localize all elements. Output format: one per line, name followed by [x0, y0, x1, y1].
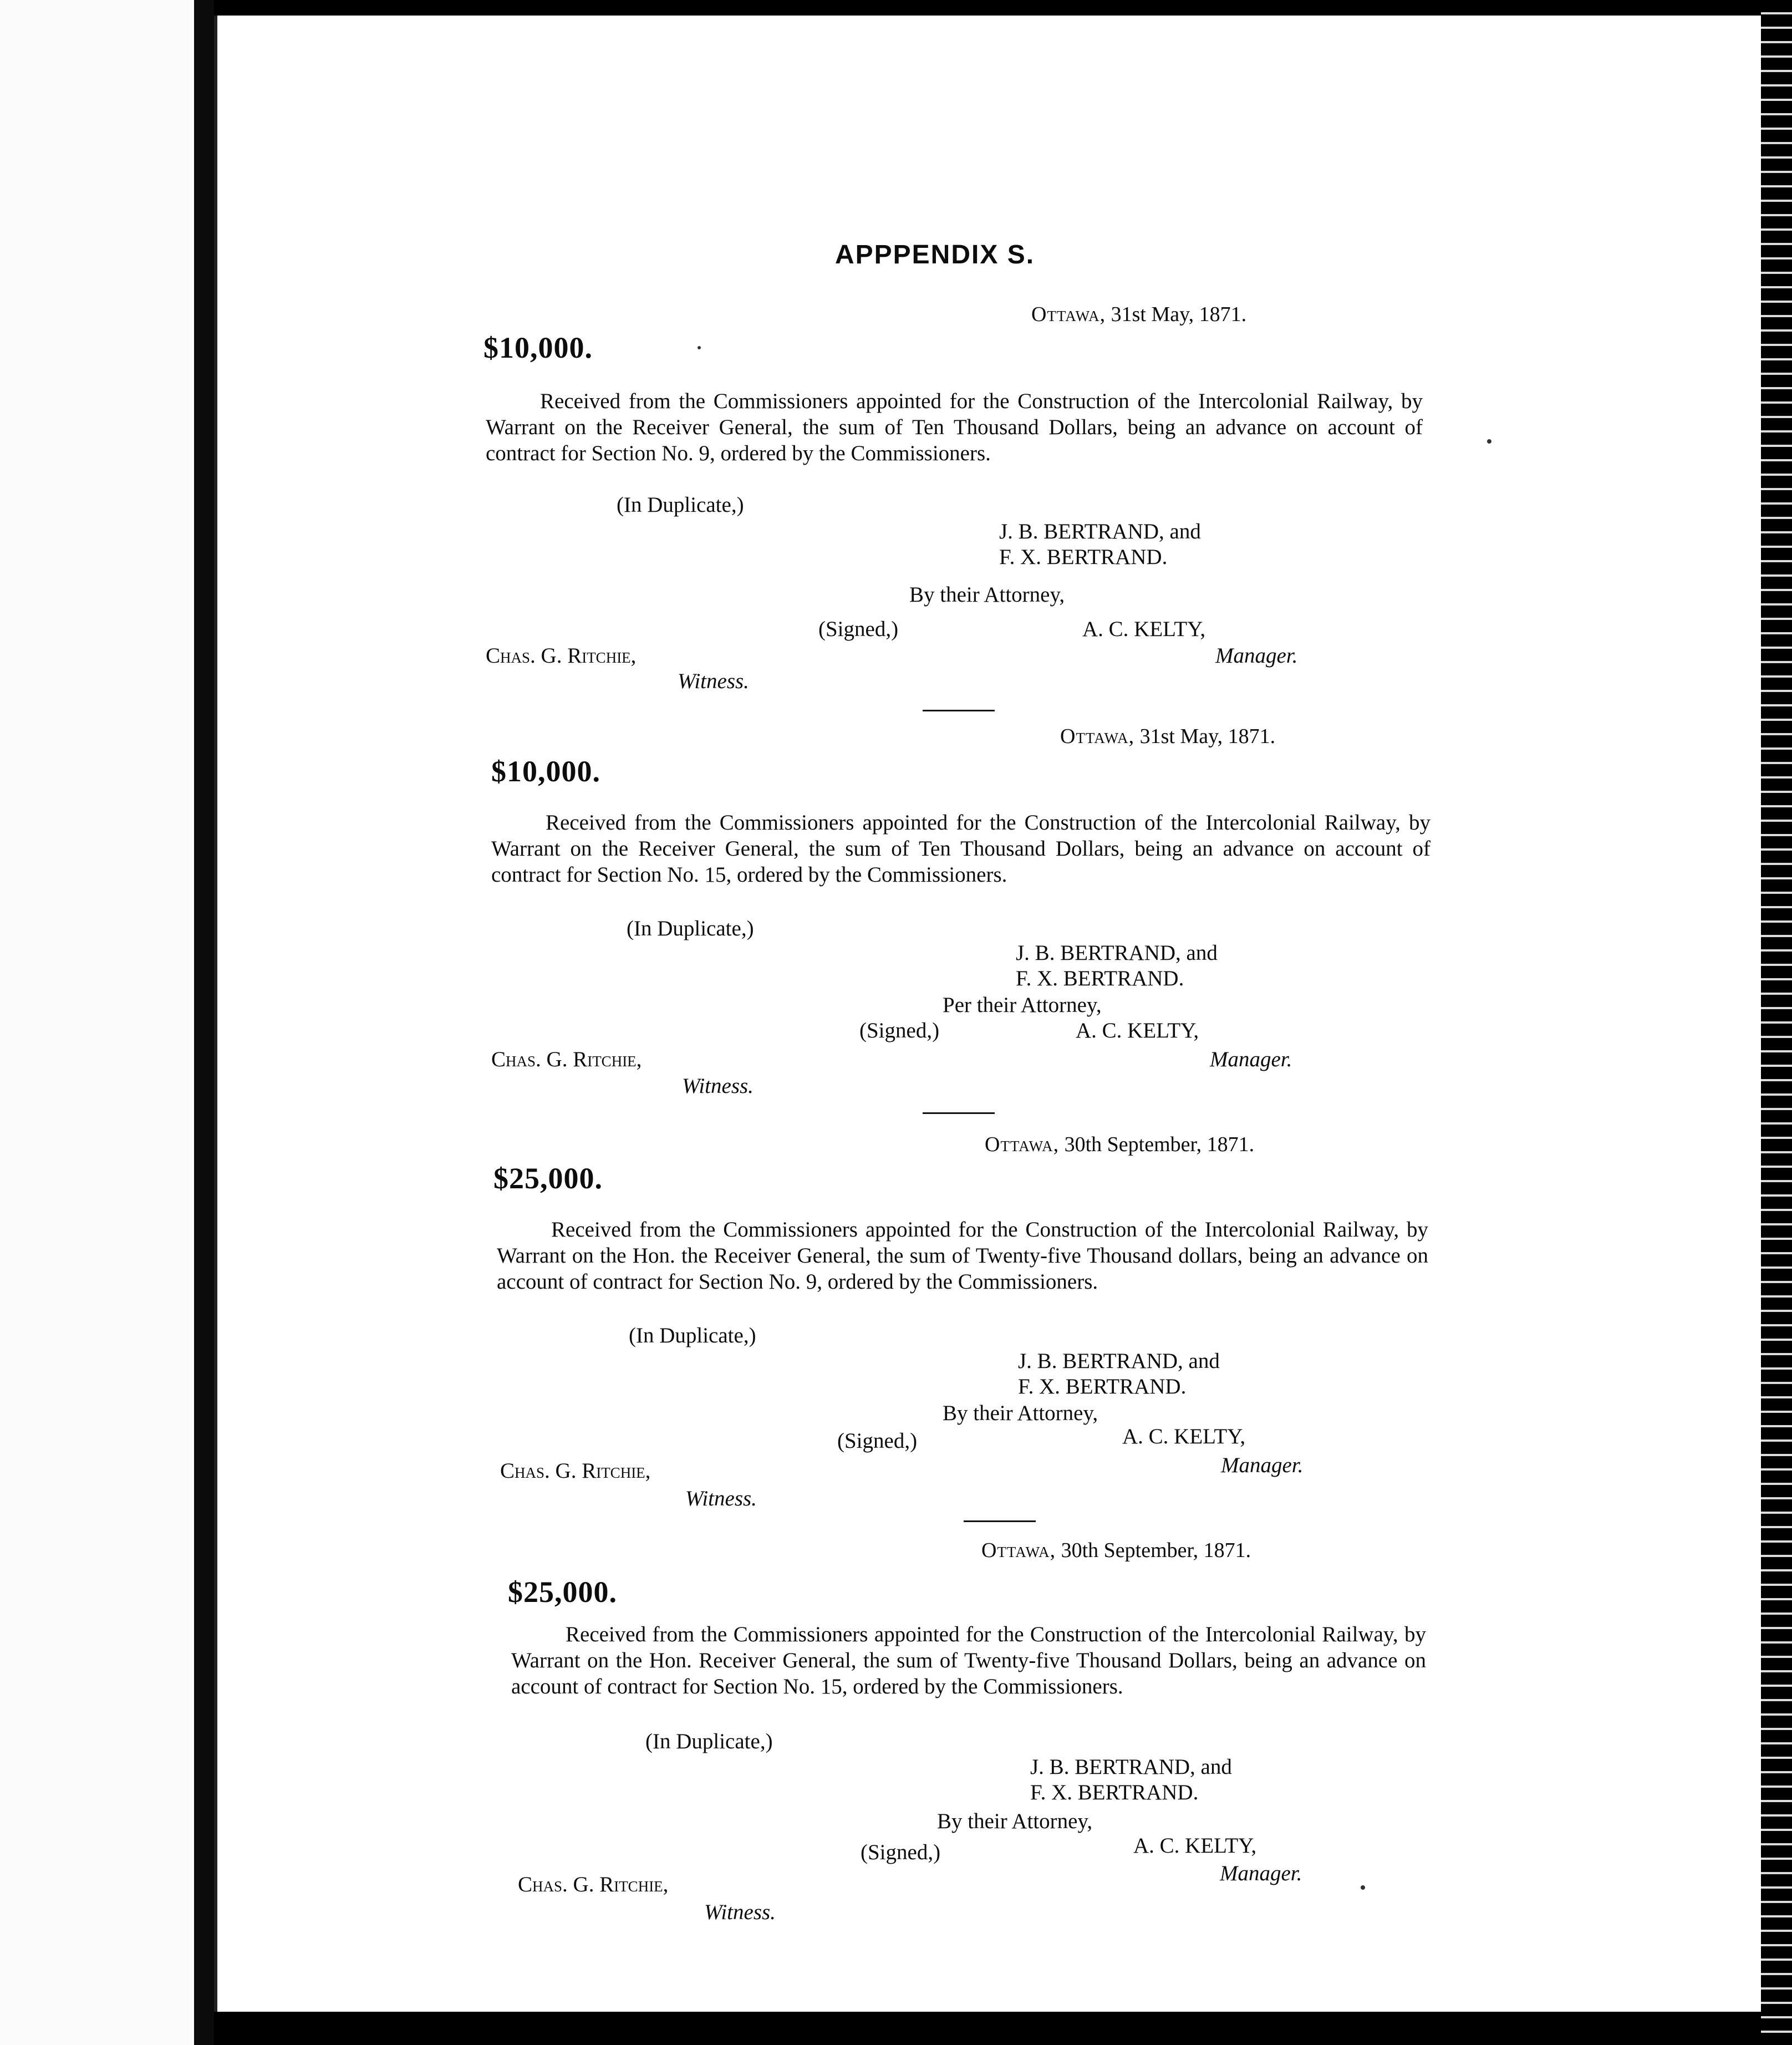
payee-line-1: J. B. BERTRAND, and	[1016, 941, 1218, 965]
attorney-line: By their Attorney,	[943, 1401, 1098, 1425]
attorney-line: By their Attorney,	[937, 1809, 1093, 1833]
receipt-place: Ottawa,	[1060, 725, 1135, 748]
section-divider	[923, 1112, 995, 1114]
payee-line-1: J. B. BERTRAND, and	[999, 520, 1201, 543]
attorney-line: Per their Attorney,	[943, 993, 1102, 1017]
payee-line-2: F. X. BERTRAND.	[999, 545, 1168, 569]
receipt-body-text: Received from the Commissioners appointed for the Construction of the Intercolonial Railway, by Warrant on the Hon. the Receiver General, the sum of Twenty-five Thousand dollars, being an advance on account of contract for Section No. 9, ordered by the Commissioners.	[497, 1218, 1428, 1294]
receipt-date: 30th September, 1871.	[1061, 1539, 1251, 1562]
witness-label: Witness.	[685, 1487, 757, 1510]
witness-name: Chas. G. Ritchie,	[486, 644, 637, 668]
payee-line-1: J. B. BERTRAND, and	[1030, 1755, 1232, 1779]
signed-note: (Signed,)	[818, 617, 899, 641]
witness-label: Witness.	[682, 1074, 754, 1098]
witness-label: Witness.	[678, 669, 749, 693]
previous-page-edge	[0, 0, 194, 2045]
receipt-body-text: Received from the Commissioners appointed for the Construction of the Intercolonial Railway, by Warrant on the Receiver General, the sum of Ten Thousand Dollars, being an advance on account of contract for Section No. 9, ordered by the Commissioners.	[486, 389, 1423, 465]
payee-line-2: F. X. BERTRAND.	[1030, 1781, 1199, 1804]
receipt-amount: $10,000.	[491, 755, 600, 788]
duplicate-note: (In Duplicate,)	[629, 1324, 756, 1347]
witness-label: Witness.	[704, 1900, 776, 1924]
section-divider	[964, 1520, 1036, 1522]
receipt-dateline	[985, 1132, 1254, 1157]
receipt-body	[486, 388, 1423, 466]
page-gutter	[194, 0, 214, 2045]
signer-title: Manager.	[1215, 644, 1298, 668]
receipt-body-text: Received from the Commissioners appointed for the Construction of the Intercolonial Railway, by Warrant on the Receiver General, the sum of Ten Thousand Dollars, being an advance on account of contract for Section No. 15, ordered by the Commissioners.	[491, 811, 1430, 887]
signer-name: A. C. KELTY,	[1133, 1834, 1257, 1858]
scan-speck	[1487, 439, 1491, 444]
receipt-body-text: Received from the Commissioners appointed for the Construction of the Intercolonial Railway, by Warrant on the Hon. Receiver General, the sum of Twenty-five Thousand Dollars, being an advance on account of contract for Section No. 15, ordered by the Commissioners.	[511, 1622, 1426, 1698]
page-title: APPPENDIX S.	[834, 240, 1035, 269]
receipt-amount: $10,000.	[483, 331, 593, 364]
receipt-body	[491, 810, 1430, 888]
signer-name: A. C. KELTY,	[1122, 1425, 1246, 1448]
section-divider	[923, 710, 995, 711]
signer-title: Manager.	[1221, 1453, 1304, 1477]
page-right-edge	[1761, 0, 1792, 2045]
attorney-line: By their Attorney,	[909, 583, 1065, 607]
scan-speck	[698, 346, 701, 349]
signer-title: Manager.	[1210, 1047, 1292, 1071]
payee-line-1: J. B. BERTRAND, and	[1018, 1349, 1220, 1373]
receipt-place: Ottawa,	[985, 1133, 1060, 1156]
witness-name: Chas. G. Ritchie,	[518, 1873, 669, 1896]
receipt-dateline	[1060, 724, 1275, 749]
receipt-place: Ottawa,	[1031, 303, 1106, 326]
signed-note: (Signed,)	[837, 1429, 918, 1453]
duplicate-note: (In Duplicate,)	[645, 1729, 773, 1753]
payee-line-2: F. X. BERTRAND.	[1016, 966, 1184, 990]
receipt-dateline	[981, 1538, 1251, 1563]
witness-name: Chas. G. Ritchie,	[491, 1047, 642, 1071]
signer-name: A. C. KELTY,	[1076, 1019, 1199, 1042]
signer-name: A. C. KELTY,	[1082, 617, 1206, 641]
receipt-date: 30th September, 1871.	[1064, 1133, 1255, 1156]
signed-note: (Signed,)	[861, 1840, 941, 1864]
payee-line-2: F. X. BERTRAND.	[1018, 1375, 1187, 1398]
receipt-body	[497, 1217, 1428, 1295]
signer-title: Manager.	[1220, 1861, 1302, 1885]
receipt-dateline	[1031, 302, 1246, 327]
receipt-body	[511, 1621, 1426, 1700]
receipt-place: Ottawa,	[981, 1539, 1056, 1562]
witness-name: Chas. G. Ritchie,	[500, 1459, 651, 1483]
scan-speck	[1361, 1885, 1365, 1890]
receipt-amount: $25,000.	[493, 1162, 603, 1195]
duplicate-note: (In Duplicate,)	[627, 917, 754, 940]
receipt-amount: $25,000.	[508, 1575, 617, 1609]
signed-note: (Signed,)	[859, 1019, 940, 1042]
duplicate-note: (In Duplicate,)	[617, 493, 744, 517]
receipt-date: 31st May, 1871.	[1111, 303, 1247, 326]
receipt-date: 31st May, 1871.	[1139, 725, 1276, 748]
